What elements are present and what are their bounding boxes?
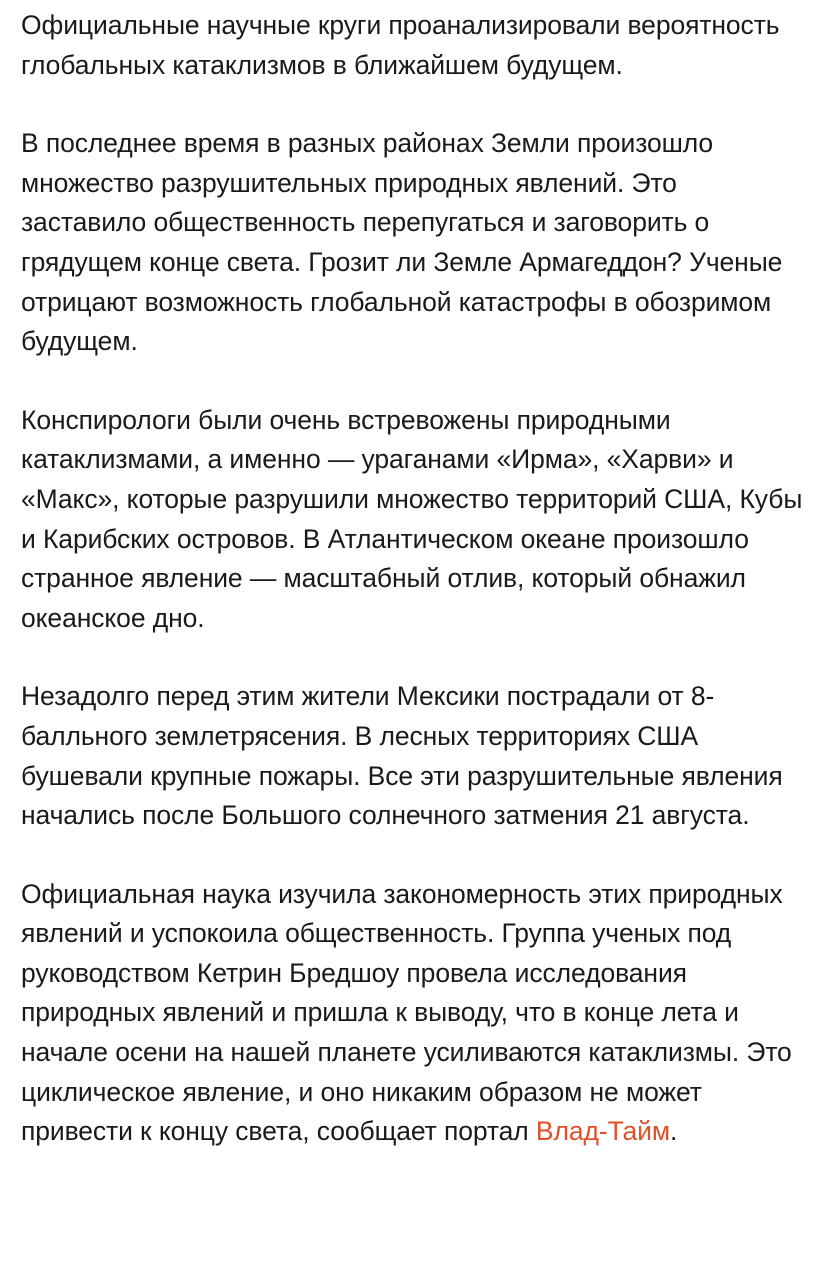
article-paragraph-4: Незадолго перед этим жители Мексики пострадали от 8-балльного землетрясения. В лесных территориях США бушевали крупные пожары. Все эти разрушительные явления начались после Большого солнечного затмения 21 августа. (21, 681, 783, 831)
article-paragraph-5-end: . (669, 1116, 678, 1147)
article-paragraph-3: Конспирологи были очень встревожены природными катаклизмами, а именно — ураганами «Ирма», «Харви» и «Макс», которые разрушили множество территорий США, Кубы и Карибских островов. В Атлантическом океане произошло странное явление — масштабный отлив, который обнажил океанское дно. (21, 404, 803, 633)
article-paragraph-5 (21, 875, 807, 1152)
source-link-vlad-time[interactable]: Влад-Тайм (535, 1116, 670, 1147)
article-body (21, 6, 807, 1191)
article-paragraph-2: В последнее время в разных районах Земли произошло множество разрушительных природных явлений. Это заставило общественность перепугаться и заговорить о грядущем конце света. Грозит ли Земле Армагеддон? Ученые отрицают возможность глобальной катастрофы в обозримом будущем. (21, 128, 783, 357)
article-paragraph-5-text: Официальная наука изучила закономерность этих природных явлений и успокоила общественность. Группа ученых под руководством Кетрин Бредшоу провела исследования природных явлений и пришла к выводу, что в конце лета и начале осени на нашей планете усиливаются катаклизмы. Это циклическое явление, и оно никаким образом не может привести к концу света, сообщает портал (21, 878, 792, 1147)
article-paragraph-1: Официальные научные круги проанализировали вероятность глобальных катаклизмов в ближайшем будущем. (21, 10, 780, 80)
